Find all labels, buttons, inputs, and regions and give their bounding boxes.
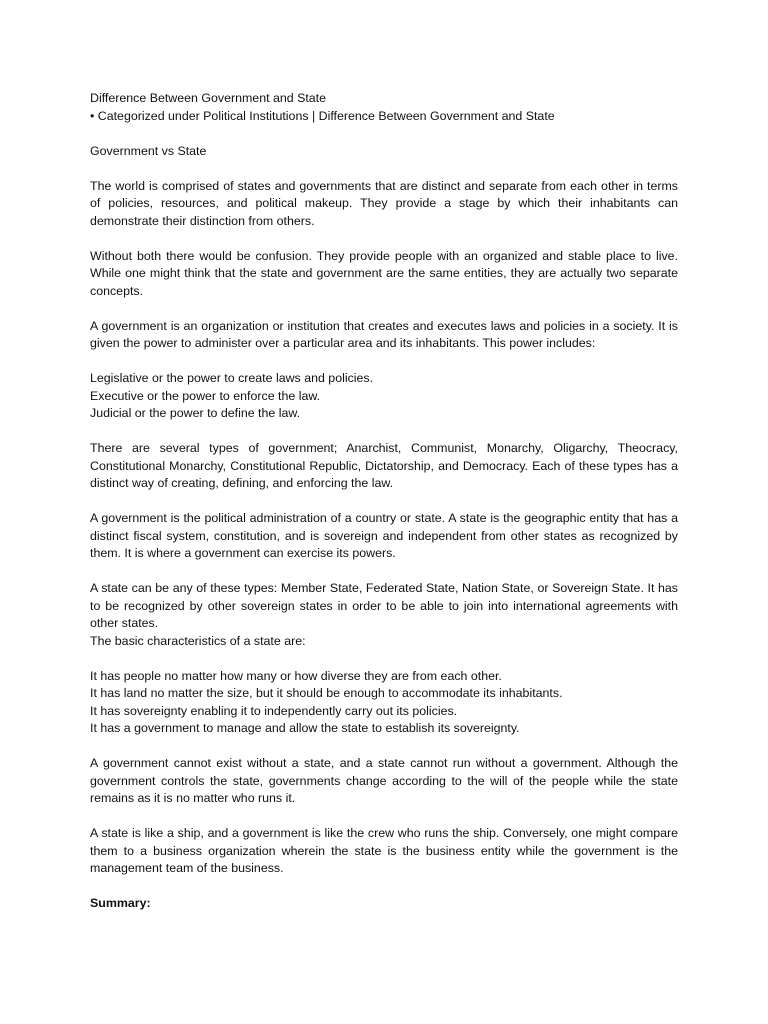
characteristics-intro: The basic characteristics of a state are: <box>90 633 306 648</box>
spacer <box>90 230 678 248</box>
spacer <box>90 563 678 581</box>
spacer <box>90 160 678 178</box>
paragraph-4: There are several types of government; Anarchist, Communist, Monarchy, Oligarchy, Theocracy, Constitutional Monarchy, Constitutional Republic, Dictatorship, and Democracy. Each of these types has a distinct way of creating, defining, and enforcing the law. <box>90 441 678 490</box>
category-line: • Categorized under Political Institutions | Difference Between Government and State <box>90 108 555 123</box>
characteristics-list <box>90 668 678 738</box>
list-item: It has land no matter the size, but it should be enough to accommodate its inhabitants. <box>90 686 563 700</box>
list-item: It has a government to manage and allow the state to establish its sovereignty. <box>90 721 520 735</box>
spacer <box>90 738 678 756</box>
list-item: It has people no matter how many or how diverse they are from each other. <box>90 668 502 683</box>
list-item: Legislative or the power to create laws and policies. <box>90 371 374 385</box>
spacer <box>90 125 678 143</box>
document-title: Difference Between Government and State <box>90 91 327 105</box>
list-item: It has sovereignty enabling it to independently carry out its policies. <box>90 703 458 718</box>
list-item: Executive or the power to enforce the law. <box>90 388 321 403</box>
spacer <box>90 493 678 511</box>
paragraph-3: A government is an organization or institution that creates and executes laws and policies in a society. It is given the power to administer over a particular area and its inhabitants. This power includes: <box>90 318 678 350</box>
paragraph-6: A state can be any of these types: Member State, Federated State, Nation State, or Sovereign State. It has to be recognized by other sovereign states in order to be able to join into international agreements with other states. <box>90 581 678 630</box>
list-item: Judicial or the power to define the law. <box>90 406 301 420</box>
spacer <box>90 423 678 441</box>
spacer <box>90 808 678 826</box>
spacer <box>90 300 678 318</box>
document-subtitle: Government vs State <box>90 143 207 158</box>
spacer <box>90 878 678 896</box>
powers-list <box>90 370 678 423</box>
spacer <box>90 650 678 668</box>
document-page <box>90 90 678 913</box>
paragraph-7: A government cannot exist without a state, and a state cannot run without a government. Although the government controls the state, governments change according to the will of the people while the state remains as it is no matter who runs it. <box>90 756 678 805</box>
paragraph-2: Without both there would be confusion. They provide people with an organized and stable place to live. While one might think that the state and government are the same entities, they are actually two separate concepts. <box>90 248 678 298</box>
paragraph-1: The world is comprised of states and governments that are distinct and separate from each other in terms of policies, resources, and political makeup. They provide a stage by which their inhabitants can demonstrate their distinction from others. <box>90 178 678 228</box>
paragraph-5: A government is the political administration of a country or state. A state is the geographic entity that has a distinct fiscal system, constitution, and is sovereign and independent from other states as recognized by them. It is where a government can exercise its powers. <box>90 511 678 560</box>
spacer <box>90 353 678 371</box>
paragraph-8: A state is like a ship, and a government is like the crew who runs the ship. Conversely, one might compare them to a business organization wherein the state is the business entity while the government is the management team of the business. <box>90 826 678 875</box>
summary-heading: Summary: <box>90 896 151 910</box>
